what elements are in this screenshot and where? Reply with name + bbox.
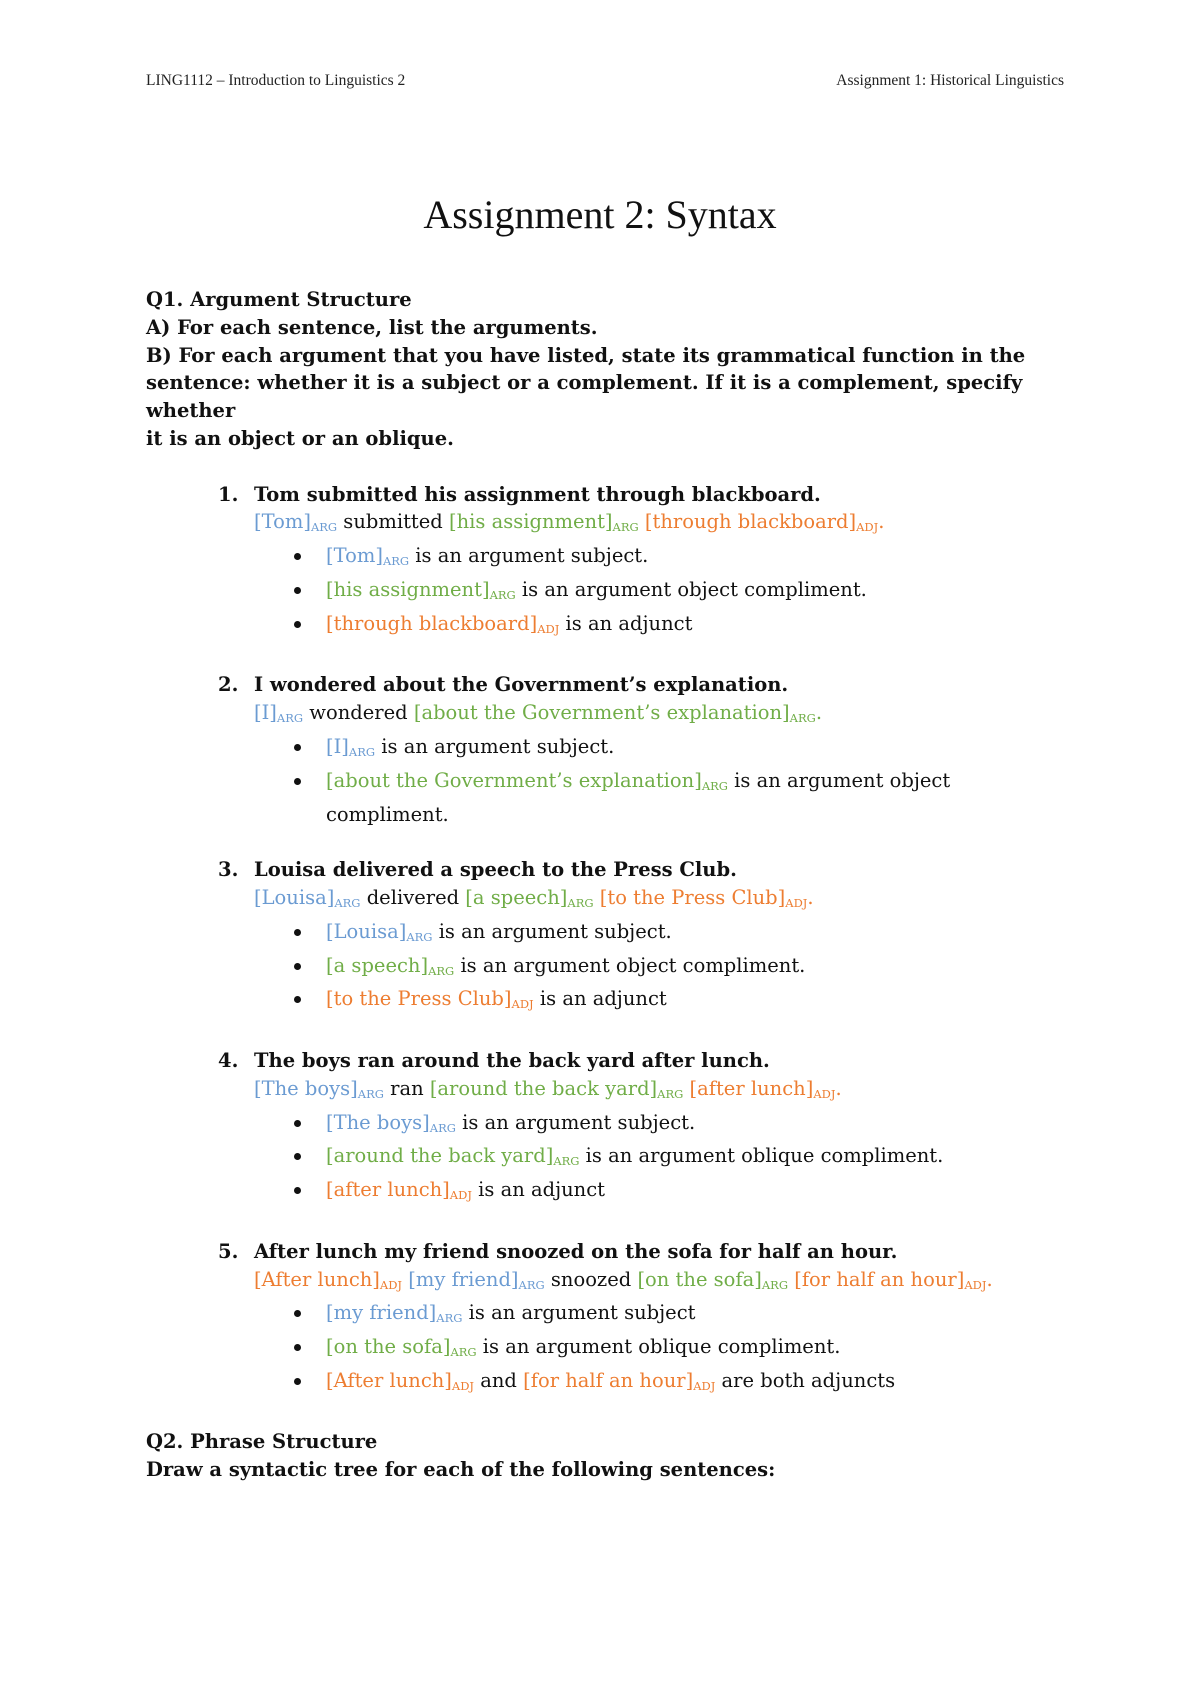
subject-phrase: [The $boys]_{ARG}$ [254, 1076, 384, 1101]
list-item [146, 1047, 1066, 1210]
list-item [146, 671, 1066, 828]
item-number: 2. [218, 673, 239, 697]
q1-part-b-line3: it is an object or an oblique. [146, 426, 454, 450]
item-sentence: Tom submitted his assignment through blackboard. [254, 482, 821, 506]
adjunct-phrase: [through $blackboard]_{ADJ}$. [644, 510, 885, 535]
bullet-item: [on the $sofa]_{ARG}$ is an argument oblique compliment. [254, 1333, 1066, 1367]
verb: wondered [303, 701, 414, 725]
item-analysis [254, 1075, 1066, 1109]
bullet-item: [about the Government’s $explanation]_{ARG}$ is an argument object compliment. [254, 767, 1066, 829]
item-analysis [254, 508, 1066, 542]
q1-items [146, 481, 1066, 1401]
bullet-item: $[I]_{ARG}$ is an argument subject. [254, 733, 1066, 767]
adjunct-phrase: [to the Press $Club]_{ADJ}$. [599, 885, 814, 910]
item-bullets [254, 918, 1066, 1019]
bullet-item: $[Louisa]_{ARG}$ is an argument subject. [254, 918, 1066, 952]
bullet-item: $[Tom]_{ARG}$ is an argument subject. [254, 542, 1066, 576]
document-body [146, 286, 1066, 1484]
item-number: 5. [218, 1239, 239, 1263]
complement-phrase: [a $speech]_{ARG}$ [465, 885, 594, 910]
adjunct-phrase: [for half an $hour]_{ADJ}$. [794, 1267, 993, 1292]
page-title: Assignment 2: Syntax [423, 192, 777, 237]
item-analysis [254, 884, 1066, 918]
bullet-item: [his $assignment]_{ARG}$ is an argument object compliment. [254, 576, 1066, 610]
complement-phrase: [on the $sofa]_{ARG}$ [637, 1267, 789, 1292]
bullet-item: [around the back $yard]_{ARG}$ is an argument oblique compliment. [254, 1142, 1066, 1176]
subject-phrase: $[Louisa]_{ARG}$ [254, 885, 361, 910]
item-bullets [254, 733, 1066, 828]
subject-phrase: [my $friend]_{ARG}$ [408, 1267, 545, 1292]
q2-section [146, 1428, 1066, 1484]
verb: delivered [360, 885, 466, 909]
header-assignment: Assignment 1: Historical Linguistics [836, 72, 1064, 89]
q2-heading: Q2. Phrase Structure [146, 1430, 378, 1454]
bullet-item: [to the Press $Club]_{ADJ}$ is an adjunct [254, 985, 1066, 1019]
list-item [146, 1238, 1066, 1401]
bullet-item: [After $lunch]_{ADJ}$ and [for half an $hour]_{ADJ}$ are both adjuncts [254, 1367, 1066, 1401]
list-item [146, 481, 1066, 644]
item-number: 1. [218, 482, 239, 506]
header-course: LING1112 – Introduction to Linguistics 2 [146, 72, 406, 89]
bullet-item: [through $blackboard]_{ADJ}$ is an adjunct [254, 610, 1066, 644]
item-number: 3. [218, 858, 239, 882]
item-sentence: I wondered about the Government’s explanation. [254, 673, 789, 697]
item-analysis [254, 1266, 1066, 1300]
bullet-item: [a $speech]_{ARG}$ is an argument object compliment. [254, 952, 1066, 986]
subject-phrase: $[I]_{ARG}$ [254, 701, 304, 726]
q1-part-b-line1: B) For each argument that you have listed, state its grammatical function in the [146, 343, 1026, 367]
bullet-item: [The $boys]_{ARG}$ is an argument subject. [254, 1109, 1066, 1143]
item-sentence: Louisa delivered a speech to the Press Club. [254, 858, 737, 882]
complement-phrase: [his $assignment]_{ARG}$ [448, 510, 639, 535]
item-bullets [254, 542, 1066, 643]
item-sentence: After lunch my friend snoozed on the sofa for half an hour. [254, 1239, 898, 1263]
complement-phrase: [around the back $yard]_{ARG}$ [429, 1076, 684, 1101]
adjunct-phrase: [After $lunch]_{ADJ}$ [254, 1267, 403, 1292]
verb: snoozed [544, 1267, 638, 1291]
complement-phrase: [about the Government’s $explanation]_{ARG}$. [413, 701, 823, 726]
item-bullets [254, 1109, 1066, 1210]
q1-heading: Q1. Argument Structure [146, 288, 412, 311]
adjunct-phrase: [after $lunch]_{ADJ}$. [689, 1076, 842, 1101]
bullet-item: [after $lunch]_{ADJ}$ is an adjunct [254, 1176, 1066, 1210]
item-bullets [254, 1299, 1066, 1400]
item-sentence: The boys ran around the back yard after lunch. [254, 1048, 770, 1072]
bullet-item: [my $friend]_{ARG}$ is an argument subject [254, 1299, 1066, 1333]
verb: ran [383, 1076, 430, 1100]
item-number: 4. [218, 1048, 239, 1072]
q2-instruction: Draw a syntactic tree for each of the following sentences: [146, 1458, 776, 1482]
q1-part-a: A) For each sentence, list the arguments. [146, 315, 598, 339]
subject-phrase: $[Tom]_{ARG}$ [254, 510, 338, 535]
verb: submitted [337, 510, 449, 534]
q1-part-b-line2: sentence: whether it is a subject or a complement. If it is a complement, specify whether [146, 371, 1023, 423]
item-analysis [254, 699, 1066, 733]
list-item [146, 856, 1066, 1019]
